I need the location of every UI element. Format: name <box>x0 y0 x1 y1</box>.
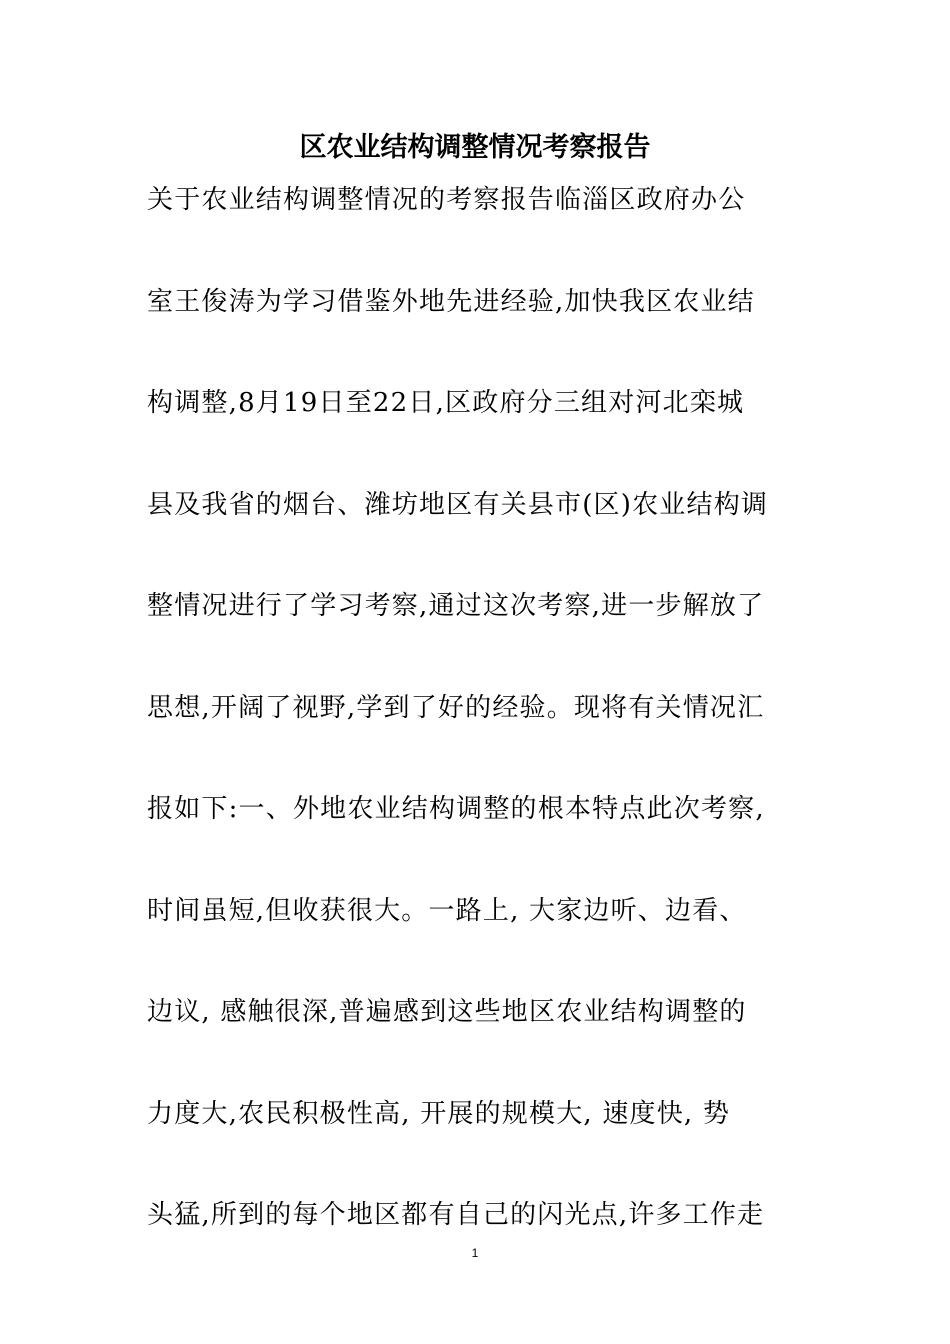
body-line-4: 县及我省的烟台、潍坊地区有关县市(区)农业结构调 <box>147 489 769 520</box>
body-line-1: 关于农业结构调整情况的考察报告临淄区政府办公 <box>147 185 746 215</box>
body-line-10: 力度大,农民积极性高, 开展的规模大, 速度快, 势 <box>147 1098 731 1129</box>
body-line-7: 报如下:一、外地农业结构调整的根本特点此次考察, <box>147 794 765 824</box>
body-line-6: 思想,开阔了视野,学到了好的经验。现将有关情况汇 <box>147 692 765 723</box>
document-body <box>147 175 807 1292</box>
body-line-2: 室王俊涛为学习借鉴外地先进经验,加快我区农业结 <box>147 286 755 317</box>
body-line-11: 头猛,所到的每个地区都有自己的闪光点,许多工作走 <box>147 1200 765 1230</box>
document-title: 区农业结构调整情况考察报告 <box>299 132 651 163</box>
body-line-8: 时间虽短,但收获很大。一路上, 大家边听、边看、 <box>147 895 747 926</box>
page-number: 1 <box>471 1246 479 1260</box>
body-line-5: 整情况进行了学习考察,通过这次考察,进一步解放了 <box>147 591 765 621</box>
body-line-9: 边议, 感触很深,普遍感到这些地区农业结构调整的 <box>147 997 747 1027</box>
body-line-3: 构调整,8月19日至22日,区政府分三组对河北栾城 <box>147 388 745 418</box>
